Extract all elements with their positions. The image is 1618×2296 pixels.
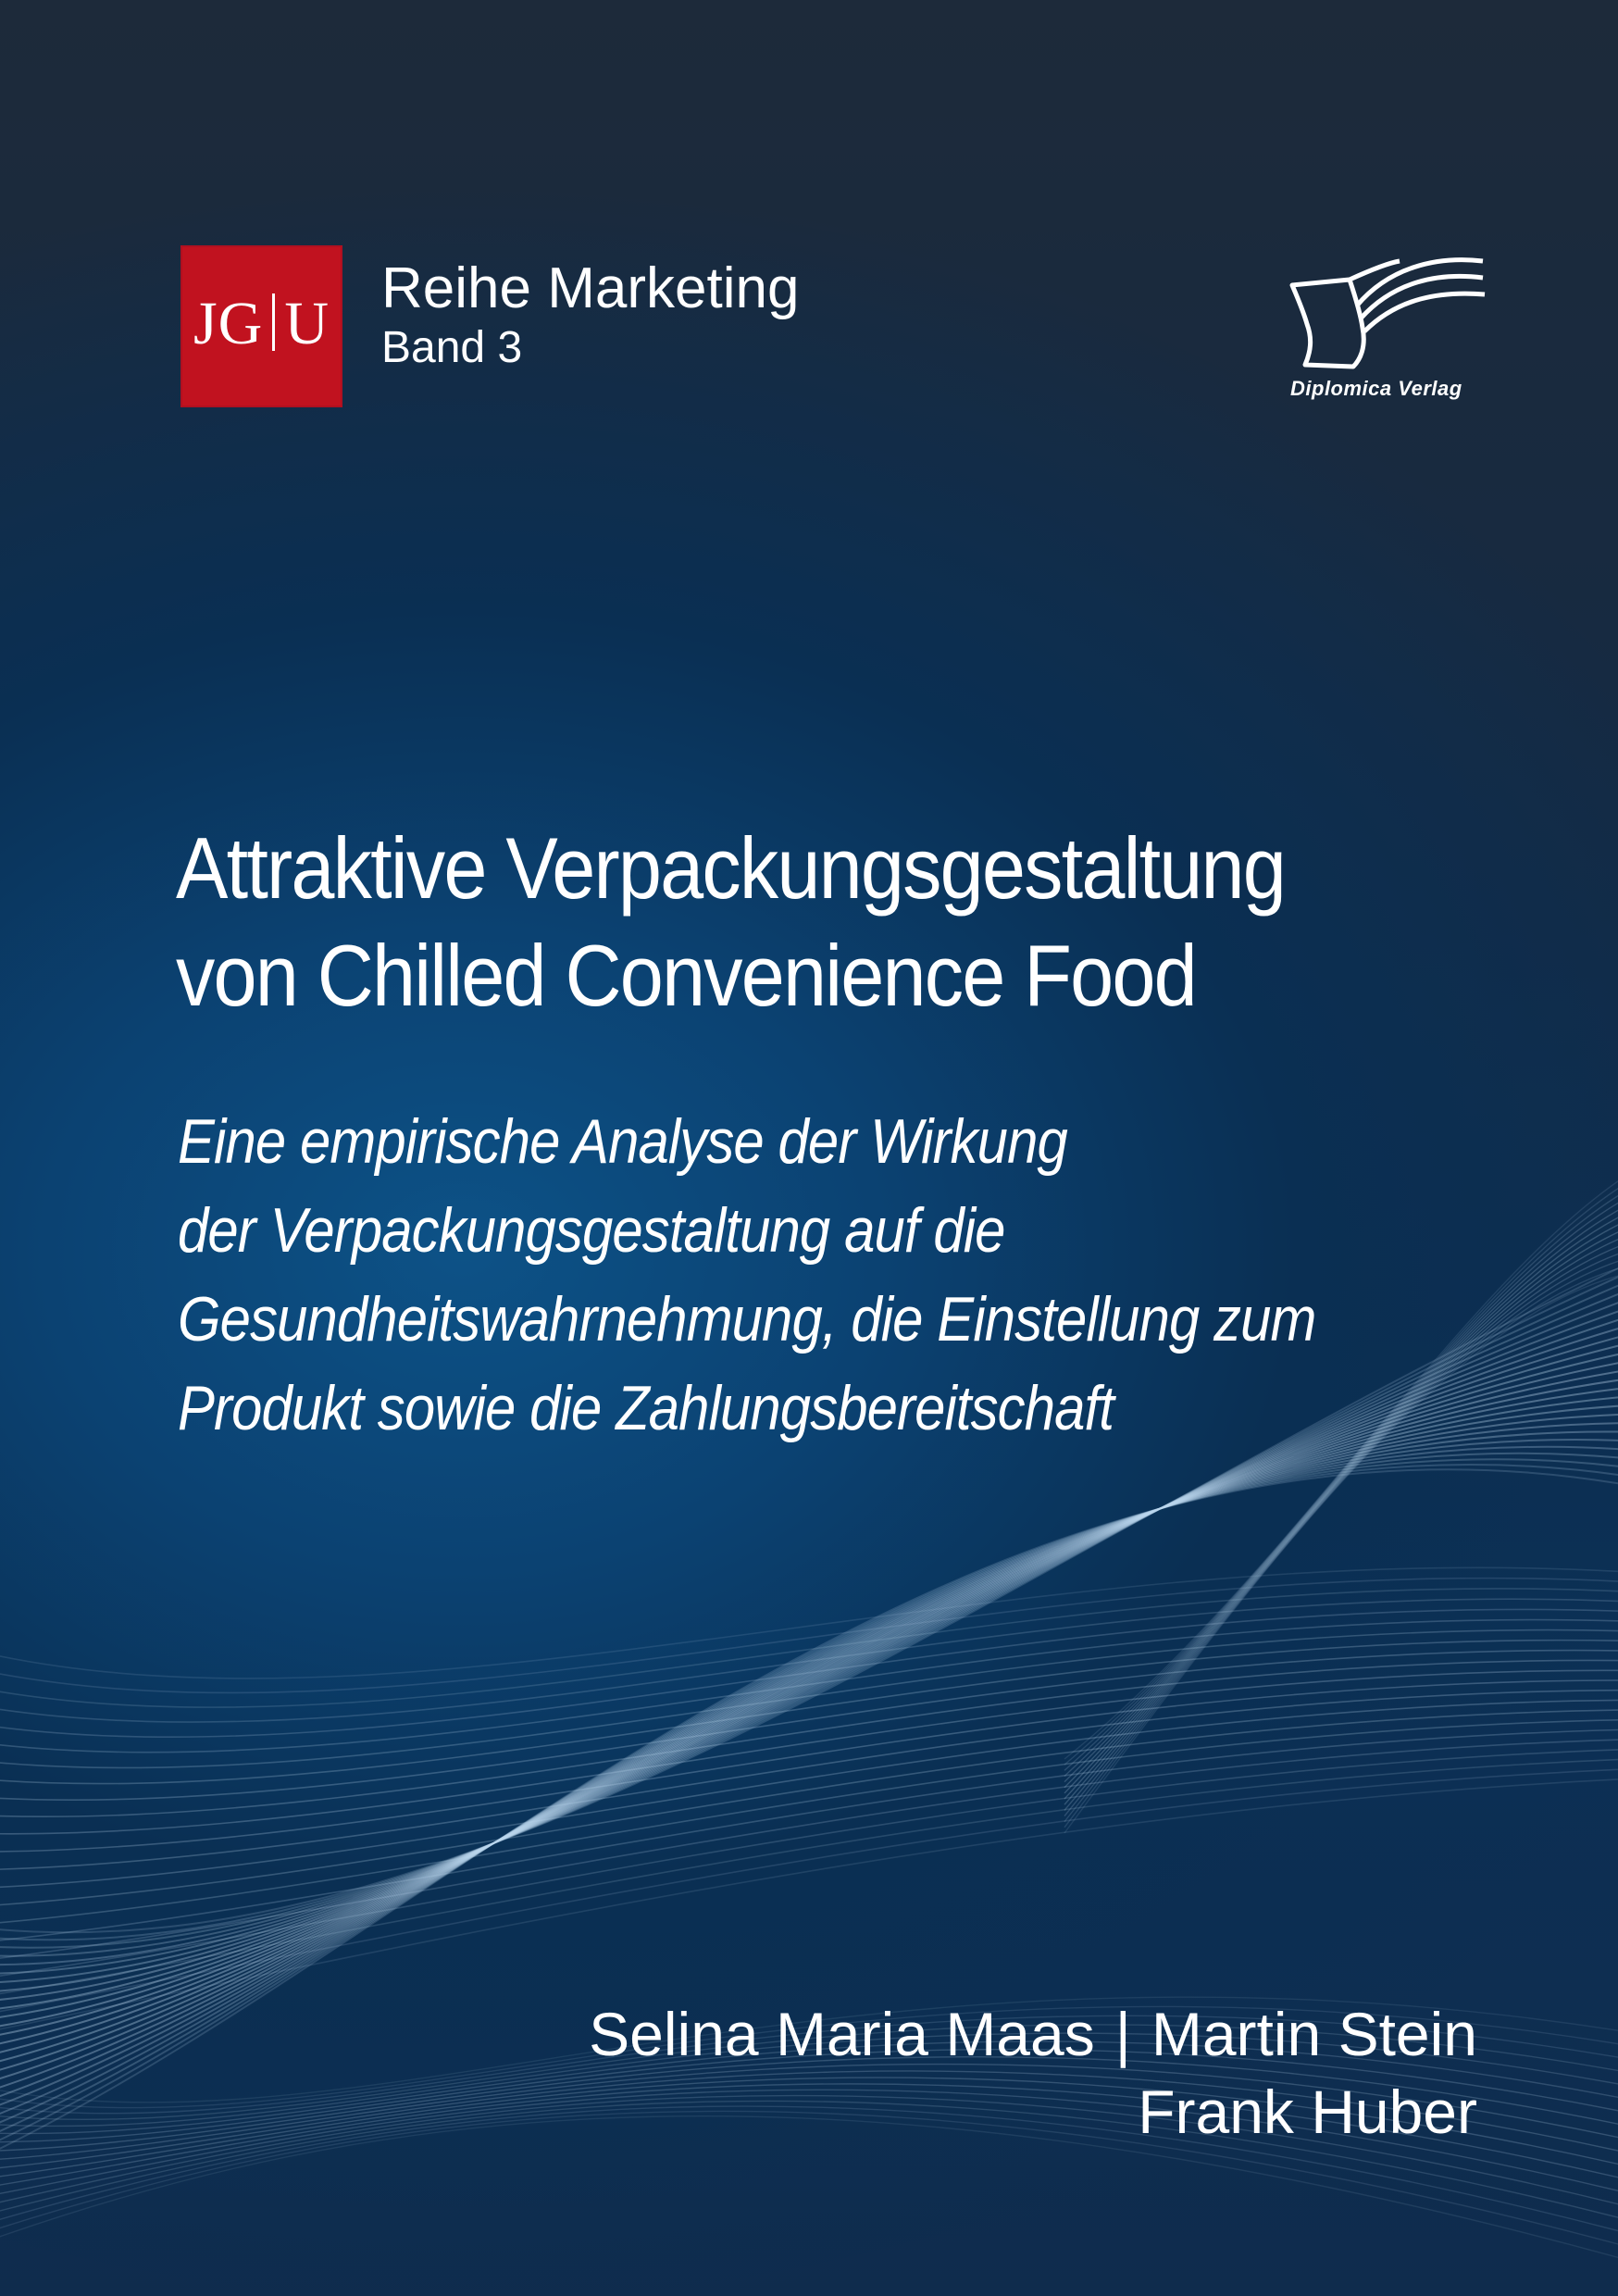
series-name: Reihe Marketing bbox=[381, 256, 800, 320]
author-2: Martin Stein bbox=[1151, 2000, 1477, 2068]
author-separator: | bbox=[1114, 2000, 1131, 2068]
author-1: Selina Maria Maas bbox=[589, 2000, 1095, 2068]
jgu-logo bbox=[180, 245, 342, 407]
wave-line bbox=[0, 1691, 1618, 1870]
jgu-logo-right: U bbox=[284, 290, 330, 357]
wave-line bbox=[0, 1385, 1618, 2061]
jgu-logo-divider bbox=[272, 293, 275, 351]
jgu-logo-text bbox=[182, 290, 341, 357]
jgu-logo-left: JG bbox=[193, 290, 264, 357]
authors-line-1 bbox=[589, 1995, 1477, 2073]
series-info bbox=[381, 256, 799, 374]
subtitle-line-1: Eine empirische Analyse der Wirkung bbox=[178, 1106, 1067, 1177]
wave-line bbox=[0, 1414, 1618, 2090]
subtitle-line-4: Produkt sowie die Zahlungsbereitschaft bbox=[178, 1373, 1114, 1443]
title-line-1: Attraktive Verpackungsgestaltung bbox=[176, 819, 1286, 917]
book-subtitle bbox=[178, 1097, 1359, 1453]
title-line-2: von Chilled Convenience Food bbox=[176, 927, 1196, 1024]
publisher-name: Diplomica Verlag bbox=[1290, 377, 1462, 400]
subtitle-line-2: der Verpackungsgestaltung auf die bbox=[178, 1195, 1005, 1266]
authors-line-2 bbox=[589, 2073, 1477, 2151]
author-3: Frank Huber bbox=[1138, 2078, 1477, 2146]
wave-line bbox=[0, 1599, 1618, 1722]
wave-line bbox=[0, 1609, 1618, 1737]
book-title bbox=[176, 815, 1384, 1029]
wave-line bbox=[0, 1700, 1618, 1889]
wave-line bbox=[0, 1366, 1618, 2041]
wave-line bbox=[0, 1710, 1618, 1907]
subtitle-line-3: Gesundheitswahrnehmung, die Einstellung zum bbox=[178, 1284, 1316, 1354]
publisher-book-icon bbox=[1277, 250, 1490, 380]
publisher-logo bbox=[1277, 250, 1490, 407]
series-volume: Band 3 bbox=[381, 323, 523, 372]
authors bbox=[589, 1995, 1477, 2151]
